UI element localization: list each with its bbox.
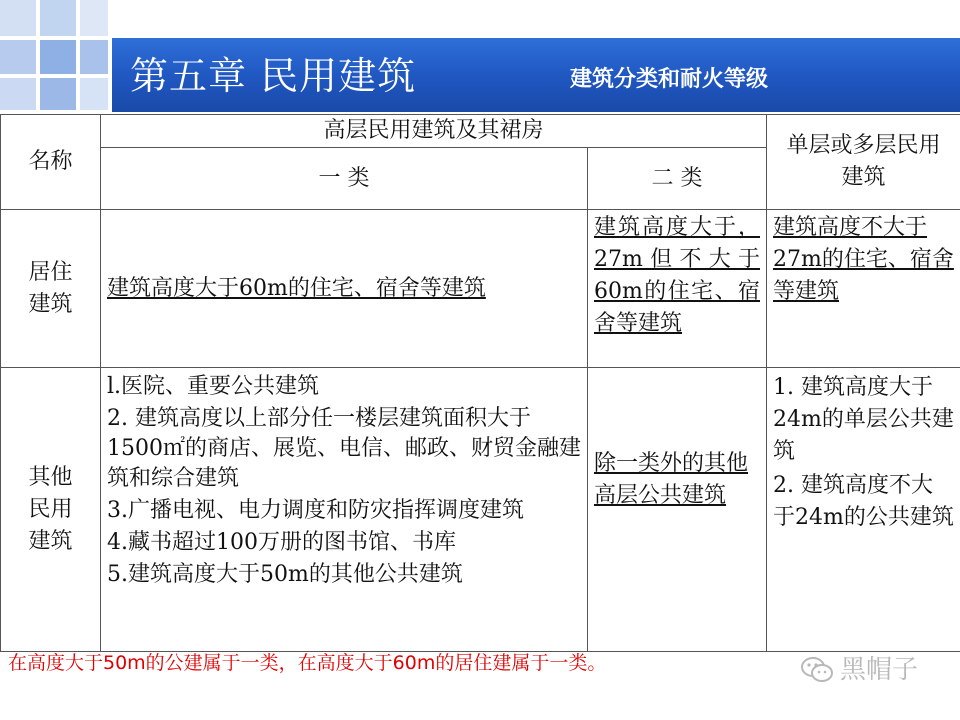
other-lowrise [767,368,960,652]
page-title: 第五章 民用建筑 [130,54,417,98]
other-lowrise-item: 1. 建筑高度大于24m的单层公共建筑 [773,375,954,464]
other-lowrise-item: 2. 建筑高度不大于24m的公共建筑 [773,473,954,530]
page-subtitle: 建筑分类和耐火等级 [570,67,769,92]
residential-class1-text: 建筑高度大于60m的住宅、宿舍等建筑 [107,275,486,301]
class1-header: 一 类 [101,148,588,210]
decor-square [0,40,36,74]
decor-square [80,40,108,74]
other-class1-item: 4.藏书超过100万册的图书馆、书库 [107,530,456,555]
other-class1 [101,368,588,652]
other-class2-text: 除一类外的其他高层公共建筑 [594,451,749,508]
lowrise-header: 单层或多层民用建筑 [767,115,960,210]
decor-square [80,78,108,110]
watermark [800,652,918,688]
footnote: 在高度大于50m的公建属于一类，在高度大于60m的居住建属于一类。 [8,652,607,674]
residential-class1 [101,210,588,368]
other-class1-item: 5.建筑高度大于50m的其他公共建筑 [107,562,463,587]
decor-square [40,78,76,110]
decor-square [0,0,36,36]
row-name-residential: 居住建筑 [1,210,101,368]
class2-header: 二 类 [588,148,767,210]
decor-square [0,78,36,110]
wechat-icon [800,655,834,685]
other-class1-item: 2. 建筑高度以上部分任一楼层建筑面积大于1500㎡的商店、展览、电信、邮政、财贸金融建筑和综合建筑 [107,406,581,491]
row-name-other: 其他民用建筑 [1,368,101,652]
residential-class2-text: 建筑高度大于，27m但不大于60m的住宅、宿舍等建筑 [594,215,761,336]
decor-square [40,40,76,74]
other-class1-item: 3.广播电视、电力调度和防灾指挥调度建筑 [107,498,524,523]
classification-table [0,114,960,652]
residential-lowrise-text: 建筑高度不大于27m的住宅、宿舍等建筑 [773,215,954,304]
name-header: 名称 [1,115,101,210]
watermark-text: 黑帽子 [840,655,919,685]
decor-square [80,0,108,36]
residential-lowrise [767,210,960,368]
other-class2 [588,368,767,652]
residential-class2 [588,210,767,368]
other-class1-item: l.医院、重要公共建筑 [107,374,320,399]
highrise-group-header: 高层民用建筑及其裙房 [101,115,767,148]
decor-square [40,0,76,36]
